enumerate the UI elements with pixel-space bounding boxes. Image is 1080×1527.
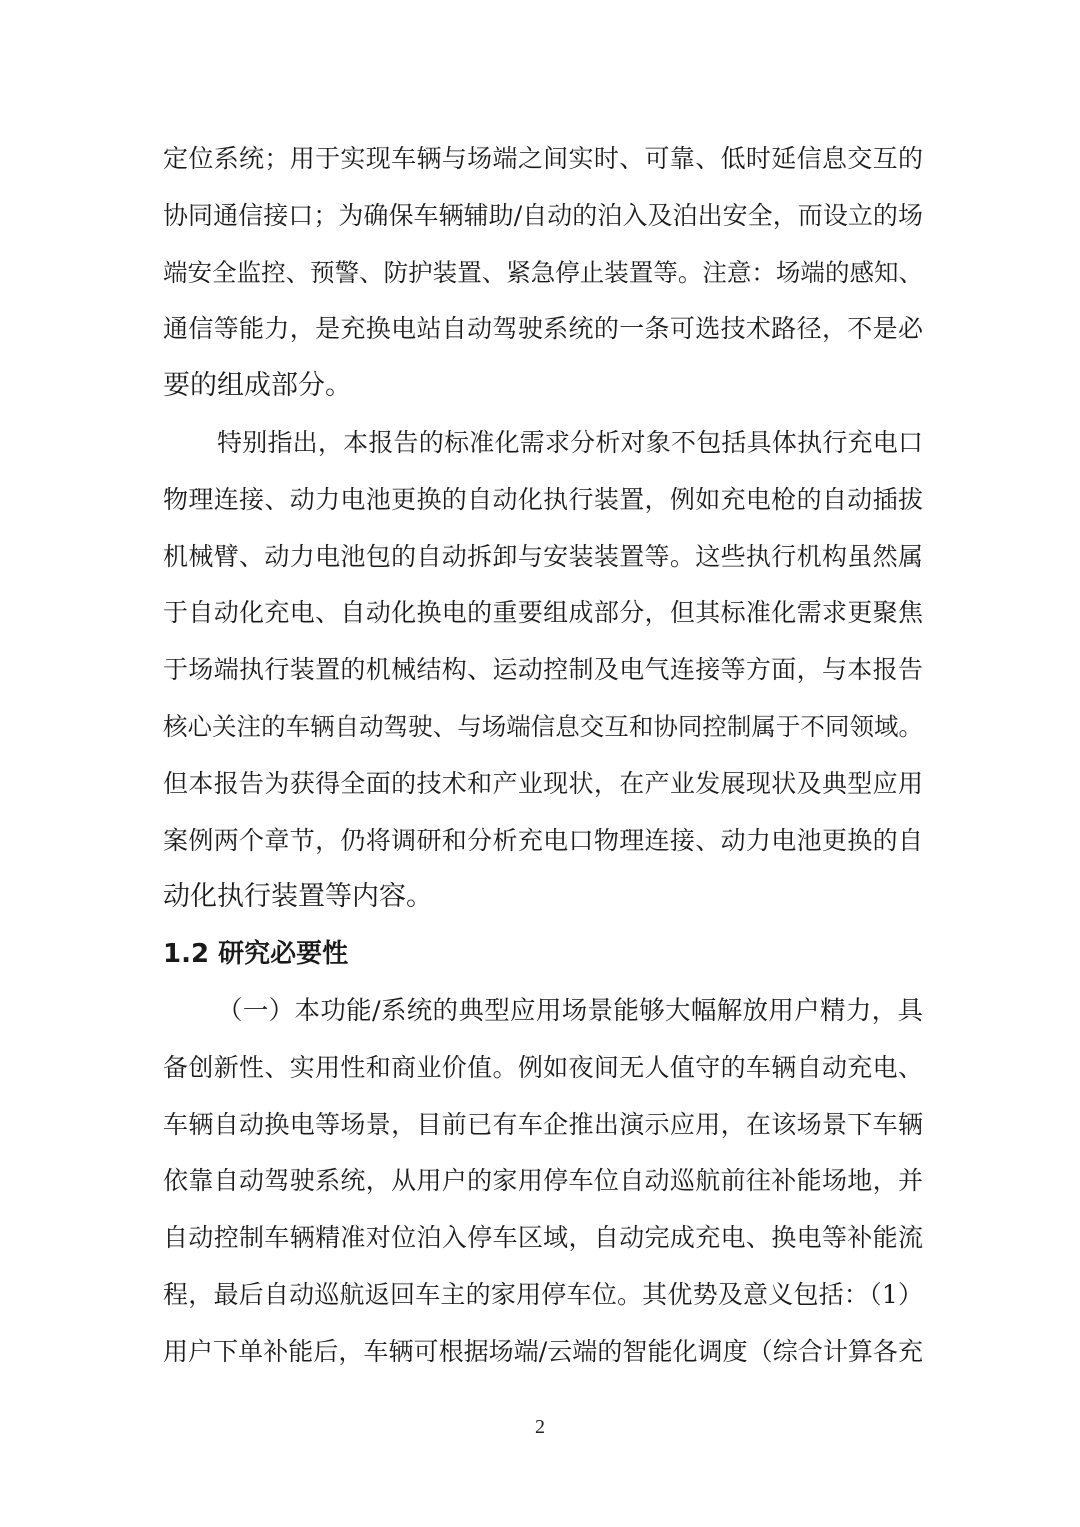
paragraph-necessity (163, 983, 923, 1381)
text-line: 要的组成部分。 (163, 370, 352, 402)
text-line: 通信等能力，是充换电站自动驾驶系统的一条可选技术路径，不是必 (163, 314, 923, 344)
text-line: 核心关注的车辆自动驾驶、与场端信息交互和协同控制属于不同领域。 (163, 711, 923, 741)
page-number: 2 (535, 1416, 545, 1438)
text-line: 动化执行装置等内容。 (163, 881, 433, 913)
text-line: 端安全监控、预警、防护装置、紧急停止装置等。注意：场端的感知、 (163, 257, 923, 287)
text-line: 于场端执行装置的机械结构、运动控制及电气连接等方面，与本报告 (163, 655, 923, 685)
text-line: 车辆自动换电等场景，目前已有车企推出演示应用，在该场景下车辆 (163, 1109, 923, 1139)
text-line: 备创新性、实用性和商业价值。例如夜间无人值守的车辆自动充电、 (163, 1052, 923, 1082)
text-line: 自动控制车辆精准对位泊入停车区域，自动完成充电、换电等补能流 (163, 1223, 923, 1253)
text-line: 用户下单补能后，车辆可根据场端/云端的智能化调度（综合计算各充 (163, 1336, 923, 1366)
text-line: 协同通信接口；为确保车辆辅助/自动的泊入及泊出安全，而设立的场 (163, 200, 923, 230)
text-line: 机械臂、动力电池包的自动拆卸与安装装置等。这些执行机构虽然属 (163, 541, 923, 571)
text-line: 程，最后自动巡航返回车主的家用停车位。其优势及意义包括：（1） (163, 1279, 923, 1309)
section-heading: 1.2 研究必要性 (163, 939, 349, 970)
text-line: 案例两个章节，仍将调研和分析充电口物理连接、动力电池更换的自 (163, 825, 923, 855)
text-line: 于自动化充电、自动化换电的重要组成部分，但其标准化需求更聚焦 (163, 598, 923, 628)
paragraph-continuation (163, 131, 923, 415)
text-line: 定位系统；用于实现车辆与场端之间实时、可靠、低时延信息交互的 (163, 144, 923, 173)
text-line: 依靠自动驾驶系统，从用户的家用停车位自动巡航前往补能场地，并 (163, 1166, 923, 1196)
text-line: （一）本功能/系统的典型应用场景能够大幅解放用户精力，具 (217, 995, 923, 1026)
text-line: 物理连接、动力电池更换的自动化执行装置，例如充电枪的自动插拔 (163, 484, 923, 514)
paragraph-note (163, 415, 923, 926)
page-body (163, 131, 923, 1381)
text-line: 特别指出，本报告的标准化需求分析对象不包括具体执行充电口 (217, 427, 923, 457)
text-line: 但本报告为获得全面的技术和产业现状，在产业发展现状及典型应用 (163, 768, 923, 798)
